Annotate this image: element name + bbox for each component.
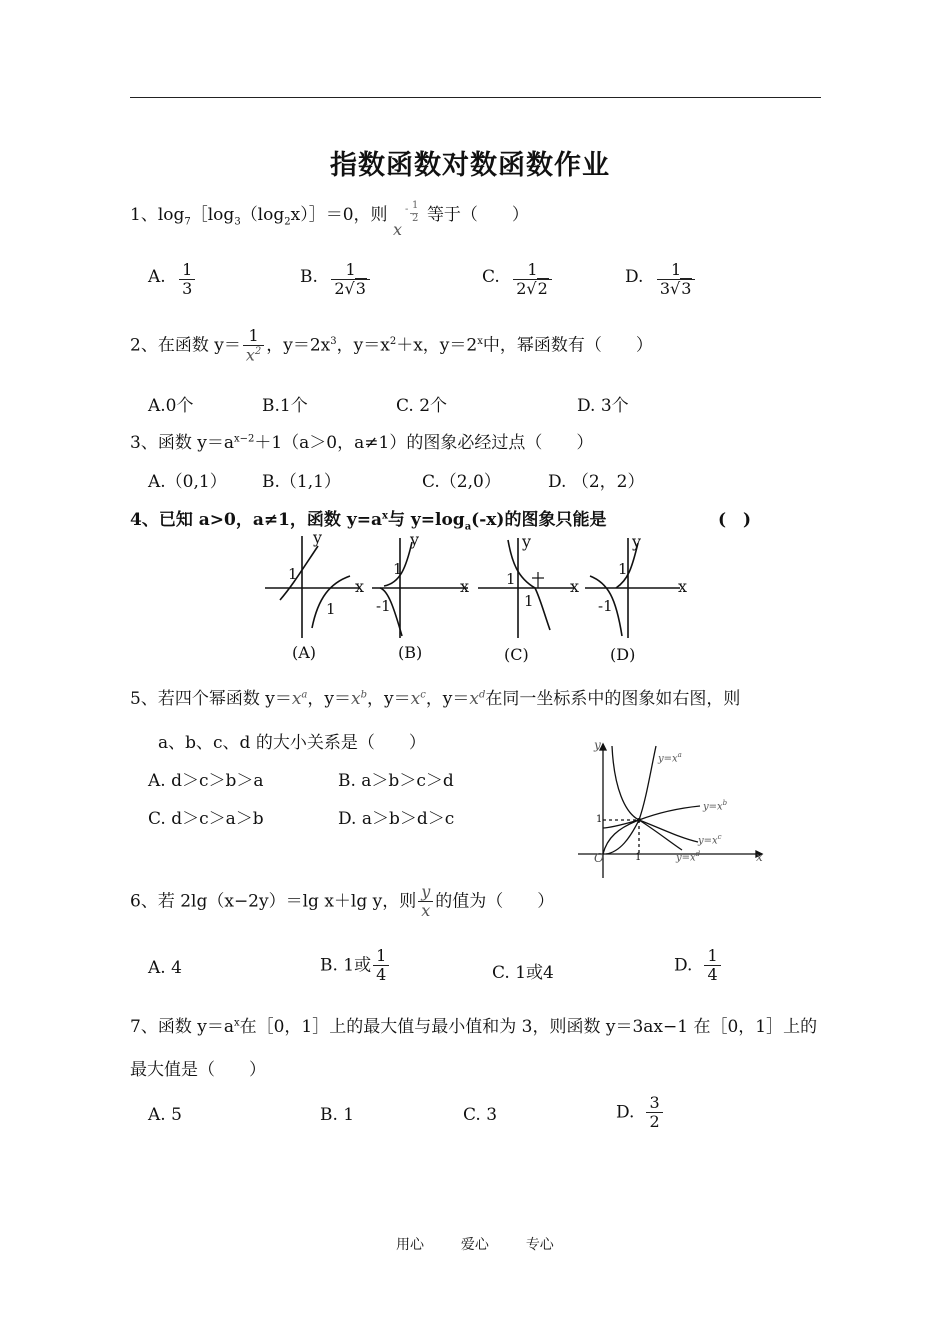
question-1: 1、$\log_7[\log_3(\log_2x)]=0$，则 x - 1 2 等于（ ） xyxy=(130,199,529,239)
q4-d-y-label: y xyxy=(632,532,642,551)
q4-d-one-label: 1 xyxy=(618,560,628,578)
q4-c-y-label: y xyxy=(522,532,532,551)
q4-b-caption: (B) xyxy=(398,643,423,662)
q5-option-a[interactable]: A. d＞c＞b＞a xyxy=(148,771,264,791)
q3-option-b[interactable]: B.（1,1） xyxy=(262,472,341,492)
question-6: 6、若 2lg（x−2y）＝lg x＋lg y，则 $\frac{y}{x}$ 的值为（ ） xyxy=(130,882,555,920)
q6-option-d[interactable]: D. $\frac{1}{4}$ xyxy=(674,948,723,984)
q2-option-d[interactable]: D. 3个 xyxy=(577,396,629,416)
fraction: $\frac{1}{4}$ xyxy=(704,948,720,984)
fraction: $\frac{1}{3√3}$ xyxy=(657,262,696,298)
q5-option-c[interactable]: C. d＞c＞a＞b xyxy=(148,809,264,829)
q4-b-one-b-label: -1 xyxy=(376,597,391,615)
q3-option-c[interactable]: C.（2,0） xyxy=(422,472,501,492)
q1-option-d[interactable]: D. $\frac{1}{3√3}$ xyxy=(625,262,697,298)
q4-d-one-b-label: -1 xyxy=(598,597,613,615)
q4-d-caption: (D) xyxy=(610,645,636,664)
q7-option-c[interactable]: C. 3 xyxy=(463,1105,498,1125)
q4-c-one-label: 1 xyxy=(506,570,516,588)
q1-option-a[interactable]: A. $\frac{1}{3}$ xyxy=(148,262,197,298)
fraction: $\frac{1}{x^2}$ xyxy=(243,328,264,364)
q5-option-d[interactable]: D. a＞b＞d＞c xyxy=(338,809,455,829)
q7-option-b[interactable]: B. 1 xyxy=(320,1105,355,1125)
q3-option-d[interactable]: D. （2，2） xyxy=(548,472,645,492)
q7-option-d[interactable]: D. $\frac{3}{2}$ xyxy=(616,1095,665,1131)
q2-option-a[interactable]: A.0个 xyxy=(148,396,194,416)
q4-a-one-label: 1 xyxy=(288,565,298,583)
q1-option-b[interactable]: B. $\frac{1}{2√3}$ xyxy=(300,262,372,298)
q5-chart-label-b: $y=x^b$ xyxy=(703,799,728,813)
q5-chart-label-c: $y=x^c$ xyxy=(698,833,722,847)
q4-c-x-label: x xyxy=(570,577,580,596)
header-rule xyxy=(130,97,821,98)
q5-chart-y-label: y xyxy=(594,738,601,752)
q4-a-one-b-label: 1 xyxy=(326,600,336,618)
q6-option-a[interactable]: A. 4 xyxy=(148,958,182,978)
q4-b-one-label: 1 xyxy=(393,560,403,578)
question-4: 4、已知 a>0，a≠1，函数 $y=a^x$与 $y=\log_a(-x)$的图象只能是 xyxy=(130,510,607,533)
q2-option-b[interactable]: B.1个 xyxy=(262,396,308,416)
footer: 用心 爱心 专心 xyxy=(396,1237,554,1253)
question-2: 2、在函数 y＝ $\frac{1}{x^2}$ ，$y=2x^3$，$y=x^2+x$，$y=2^x$中，幂函数有（ ） xyxy=(130,326,653,365)
q5-chart-one-x-label: 1 xyxy=(635,852,642,863)
q4-a-y-label: y xyxy=(313,528,323,547)
fraction: $\frac{3}{2}$ xyxy=(646,1095,662,1131)
fraction: $\frac{1}{3}$ xyxy=(179,262,195,298)
q4-c-caption: (C) xyxy=(504,645,529,664)
q4-b-y-label: y xyxy=(410,530,420,549)
fraction: $\frac{1}{4}$ xyxy=(373,948,389,984)
q4-c-one-b-label: 1 xyxy=(524,592,534,610)
question-3: 3、函数 $y=a^{x-2}+1(a>0$，a≠1）的图象必经过点（ ） xyxy=(130,433,594,453)
q4-a-caption: (A) xyxy=(292,643,317,662)
fraction: $\frac{y}{x}$ xyxy=(418,884,433,920)
question-5-line2: a、b、c、d 的大小关系是（ ） xyxy=(158,733,426,753)
q5-chart-one-y-label: 1 xyxy=(596,814,603,825)
q4-d-x-label: x xyxy=(678,577,688,596)
question-5: 5、若四个幂函数 $y=x^a$，$y=x^b$，$y=x^c$，$y=x^d$在同一坐标系中的图象如右图，则 xyxy=(130,689,741,709)
q5-chart-label-d: $y=x^d$ xyxy=(676,850,701,864)
q6-option-c[interactable]: C. 1或4 xyxy=(492,963,554,983)
fraction: $\frac{1}{2√2}$ xyxy=(513,262,552,298)
q4-answer-paren: ( ) xyxy=(718,510,752,530)
q7-option-a[interactable]: A. 5 xyxy=(148,1105,182,1125)
q5-chart-x-label: x xyxy=(756,850,763,864)
question-7-line2: 最大值是（ ） xyxy=(130,1060,266,1080)
q4-b-x-label: x xyxy=(460,577,470,596)
q3-option-a[interactable]: A.（0,1） xyxy=(148,472,227,492)
q4-a-x-label: x xyxy=(355,577,365,596)
q1-option-c[interactable]: C. $\frac{1}{2√2}$ xyxy=(482,262,554,298)
q6-option-b[interactable]: B. 1或 $\frac{1}{4}$ xyxy=(320,948,391,984)
q5-chart-label-a: $y=x^a$ xyxy=(658,751,682,765)
q5-option-b[interactable]: B. a＞b＞c＞d xyxy=(338,771,454,791)
q5-chart-origin-label: O xyxy=(594,851,604,865)
fraction: $\frac{1}{2√3}$ xyxy=(331,262,370,298)
question-7: 7、函数 $y=a^x$在［0，1］上的最大值与最小值和为 3，则函数 y＝3ax−1 在［0，1］上的 xyxy=(130,1017,818,1037)
q2-option-c[interactable]: C. 2个 xyxy=(396,396,448,416)
page-title: 指数函数对数函数作业 xyxy=(330,150,610,181)
